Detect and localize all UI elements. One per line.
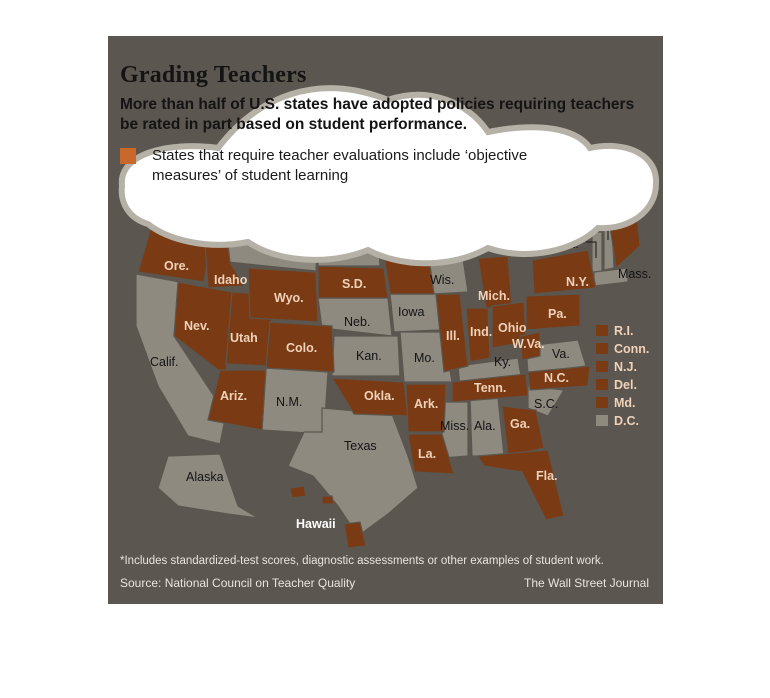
- label-wis: Wis.: [430, 273, 455, 287]
- label-pa: Pa.: [548, 307, 567, 321]
- infographic-panel: [108, 36, 663, 604]
- small-state-conn: Conn.: [614, 342, 650, 356]
- label-ga: Ga.: [510, 417, 531, 431]
- label-okla: Okla.: [364, 389, 395, 403]
- chart-subtitle: More than half of U.S. states have adopted policies requiring teachers be rated in part based on student performance.: [120, 96, 635, 133]
- label-ohio: Ohio: [498, 321, 527, 335]
- chart-title: Grading Teachers: [120, 62, 307, 88]
- label-mass: Mass.: [618, 267, 652, 281]
- small-state-del: Del.: [614, 378, 637, 392]
- label-iowa: Iowa: [398, 305, 425, 319]
- legend-swatch: [120, 148, 136, 164]
- swatch-conn: [596, 343, 608, 354]
- small-states-legend: [596, 324, 649, 428]
- label-ariz: Ariz.: [220, 389, 248, 403]
- label-ind: Ind.: [470, 325, 493, 339]
- source-note: Source: National Council on Teacher Quality: [120, 576, 356, 590]
- label-va: Va.: [552, 347, 570, 361]
- legend-label: States that require teacher evaluations include ‘objective measures’ of student learning: [152, 147, 528, 184]
- label-wyo: Wyo.: [274, 291, 304, 305]
- label-kan: Kan.: [356, 349, 382, 363]
- state-ga: [502, 406, 544, 456]
- label-nev: Nev.: [184, 319, 210, 333]
- swatch-nj: [596, 361, 608, 372]
- label-ore: Ore.: [164, 259, 190, 273]
- state-fla: [478, 450, 564, 520]
- label-nm: N.M.: [276, 395, 303, 409]
- label-calif: Calif.: [150, 355, 179, 369]
- label-ky: Ky.: [494, 355, 512, 369]
- label-la: La.: [418, 447, 437, 461]
- swatch-del: [596, 379, 608, 390]
- label-ill: Ill.: [446, 329, 460, 343]
- swatch-dc: [596, 415, 608, 426]
- label-mo: Mo.: [414, 351, 435, 365]
- label-hawaii: Hawaii: [296, 517, 336, 531]
- footnote: *Includes standardized-test scores, diagnostic assessments or other examples of student work.: [120, 555, 604, 567]
- label-alaska: Alaska: [186, 470, 224, 484]
- small-state-md: Md.: [614, 396, 636, 410]
- label-mich: Mich.: [478, 289, 510, 303]
- label-ny: N.Y.: [566, 275, 589, 289]
- label-tenn: Tenn.: [474, 381, 507, 395]
- label-colo: Colo.: [286, 341, 318, 355]
- label-wva: W.Va.: [512, 337, 545, 351]
- label-sc: S.C.: [534, 397, 559, 411]
- label-sd: S.D.: [342, 277, 367, 291]
- small-state-nj: N.J.: [614, 360, 637, 374]
- label-neb: Neb.: [344, 315, 371, 329]
- label-utah: Utah: [230, 331, 258, 345]
- publisher-credit: The Wall Street Journal: [524, 576, 649, 590]
- small-state-ri: R.I.: [614, 324, 634, 338]
- label-ark: Ark.: [414, 397, 439, 411]
- label-texas: Texas: [344, 439, 377, 453]
- label-nc: N.C.: [544, 371, 569, 385]
- state-alaska: [158, 454, 258, 518]
- label-idaho: Idaho: [214, 273, 248, 287]
- label-fla: Fla.: [536, 469, 558, 483]
- swatch-md: [596, 397, 608, 408]
- small-state-dc: D.C.: [614, 414, 639, 428]
- swatch-ri: [596, 325, 608, 336]
- state-vt: [592, 232, 602, 272]
- label-ala: Ala.: [474, 419, 496, 433]
- label-miss: Miss.: [440, 419, 470, 433]
